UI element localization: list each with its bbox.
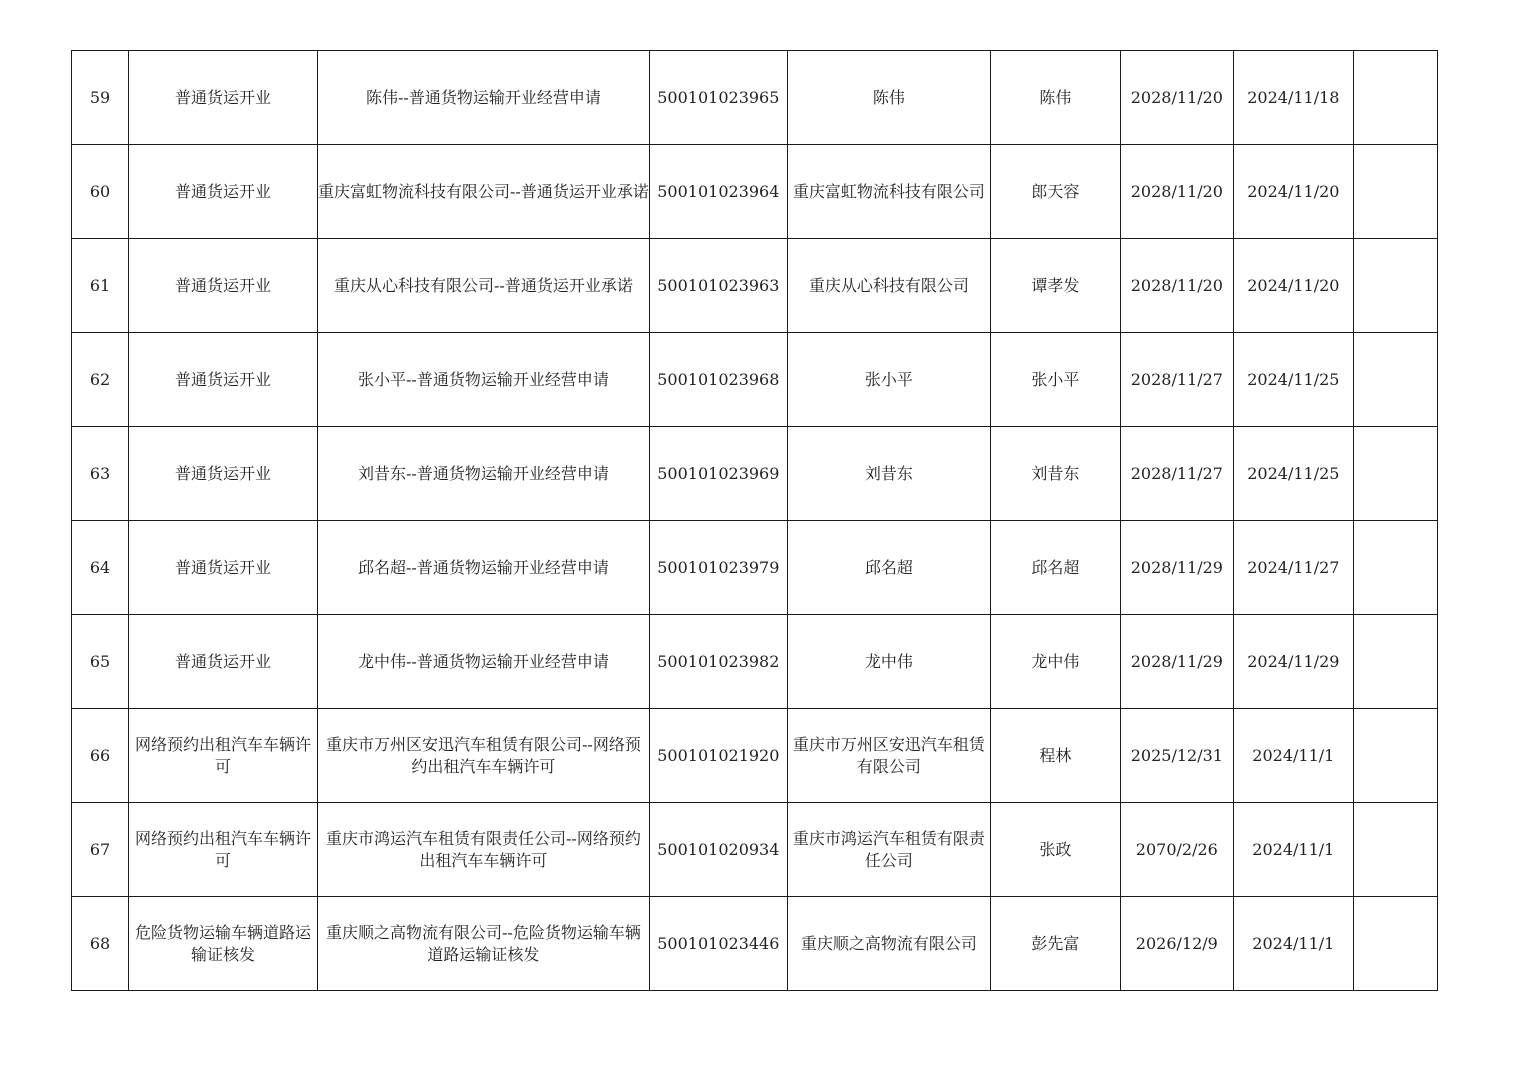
- decision-date-cell-text: 2024/11/20: [1247, 181, 1340, 201]
- person-cell-text: 郎天容: [1031, 181, 1080, 201]
- code-cell-text: 500101021920: [657, 745, 780, 765]
- person-cell: [990, 427, 1120, 521]
- note-cell: [1353, 239, 1437, 333]
- table-row: [72, 803, 1438, 897]
- category-cell: [129, 239, 318, 333]
- applicant-cell: [787, 51, 990, 145]
- applicant-cell: [787, 333, 990, 427]
- category-cell: [129, 51, 318, 145]
- item-name-cell: [318, 333, 650, 427]
- item-name-cell-text: 刘昔东--普通货物运输开业经营申请: [358, 463, 609, 483]
- expiry-date-cell: [1120, 427, 1233, 521]
- category-cell: [129, 521, 318, 615]
- category-cell: [129, 615, 318, 709]
- item-name-cell-text: 重庆顺之高物流有限公司--危险货物运输车辆道路运输证核发: [326, 922, 641, 964]
- applicant-cell-text: 重庆富虹物流科技有限公司: [792, 181, 985, 201]
- expiry-date-cell-text: 2028/11/29: [1130, 651, 1223, 671]
- decision-date-cell: [1233, 239, 1353, 333]
- item-name-cell-text: 龙中伟--普通货物运输开业经营申请: [358, 651, 609, 671]
- item-name-cell: [318, 145, 650, 239]
- expiry-date-cell-text: 2028/11/20: [1130, 275, 1223, 295]
- decision-date-cell: [1233, 51, 1353, 145]
- code-cell: [649, 709, 787, 803]
- item-name-cell: [318, 51, 650, 145]
- row-number-cell: [72, 333, 129, 427]
- person-cell-text: 程林: [1039, 745, 1072, 765]
- expiry-date-cell-text: 2028/11/29: [1130, 557, 1223, 577]
- code-cell: [649, 427, 787, 521]
- decision-date-cell: [1233, 521, 1353, 615]
- item-name-cell-text: 重庆市鸿运汽车租赁有限责任公司--网络预约出租汽车车辆许可: [326, 828, 641, 870]
- row-number-cell-text: 60: [89, 181, 111, 201]
- item-name-cell: [318, 521, 650, 615]
- note-cell: [1353, 521, 1437, 615]
- code-cell-text: 500101023963: [657, 275, 780, 295]
- expiry-date-cell: [1120, 239, 1233, 333]
- table-row: [72, 145, 1438, 239]
- category-cell-text: 网络预约出租汽车车辆许可: [134, 828, 311, 870]
- table-row: [72, 333, 1438, 427]
- table-row: [72, 239, 1438, 333]
- applicant-cell: [787, 709, 990, 803]
- code-cell: [649, 521, 787, 615]
- note-cell: [1353, 897, 1437, 991]
- decision-date-cell-text: 2024/11/1: [1252, 839, 1335, 859]
- applicant-cell-text: 陈伟: [872, 87, 905, 107]
- expiry-date-cell: [1120, 897, 1233, 991]
- expiry-date-cell-text: 2028/11/20: [1130, 181, 1223, 201]
- applicant-cell-text: 刘昔东: [864, 463, 913, 483]
- person-cell-text: 邱名超: [1031, 557, 1080, 577]
- category-cell-text: 普通货运开业: [174, 275, 271, 295]
- decision-date-cell: [1233, 427, 1353, 521]
- table-row: [72, 709, 1438, 803]
- applicant-cell: [787, 897, 990, 991]
- code-cell: [649, 145, 787, 239]
- decision-date-cell: [1233, 897, 1353, 991]
- table-row: [72, 615, 1438, 709]
- person-cell-text: 龙中伟: [1031, 651, 1080, 671]
- item-name-cell: [318, 427, 650, 521]
- decision-date-cell-text: 2024/11/18: [1247, 87, 1340, 107]
- row-number-cell: [72, 427, 129, 521]
- row-number-cell-text: 67: [89, 839, 111, 859]
- expiry-date-cell: [1120, 51, 1233, 145]
- item-name-cell: [318, 239, 650, 333]
- decision-date-cell-text: 2024/11/25: [1247, 369, 1340, 389]
- applicant-cell-text: 张小平: [864, 369, 913, 389]
- row-number-cell: [72, 239, 129, 333]
- code-cell: [649, 239, 787, 333]
- row-number-cell: [72, 521, 129, 615]
- person-cell-text: 刘昔东: [1031, 463, 1080, 483]
- code-cell: [649, 333, 787, 427]
- item-name-cell-text: 重庆从心科技有限公司--普通货运开业承诺: [334, 275, 633, 295]
- expiry-date-cell-text: 2025/12/31: [1130, 745, 1223, 765]
- table-row: [72, 51, 1438, 145]
- category-cell: [129, 145, 318, 239]
- person-cell: [990, 333, 1120, 427]
- applicant-cell: [787, 615, 990, 709]
- code-cell-text: 500101023964: [657, 181, 780, 201]
- item-name-cell: [318, 615, 650, 709]
- row-number-cell-text: 66: [89, 745, 111, 765]
- code-cell-text: 500101023968: [657, 369, 780, 389]
- applicant-cell-text: 龙中伟: [864, 651, 913, 671]
- expiry-date-cell-text: 2028/11/20: [1130, 87, 1223, 107]
- person-cell-text: 谭孝发: [1031, 275, 1080, 295]
- category-cell-text: 普通货运开业: [174, 651, 271, 671]
- item-name-cell: [318, 709, 650, 803]
- note-cell: [1353, 333, 1437, 427]
- note-cell: [1353, 615, 1437, 709]
- person-cell: [990, 521, 1120, 615]
- records-table: [71, 50, 1438, 991]
- code-cell-text: 500101023979: [657, 557, 780, 577]
- code-cell: [649, 897, 787, 991]
- table-row: [72, 521, 1438, 615]
- expiry-date-cell-text: 2070/2/26: [1135, 839, 1218, 859]
- row-number-cell-text: 62: [89, 369, 111, 389]
- row-number-cell: [72, 51, 129, 145]
- code-cell-text: 500101023446: [657, 933, 780, 953]
- item-name-cell-text: 陈伟--普通货物运输开业经营申请: [366, 87, 601, 107]
- row-number-cell: [72, 145, 129, 239]
- applicant-cell-text: 重庆从心科技有限公司: [808, 275, 969, 295]
- code-cell-text: 500101023969: [657, 463, 780, 483]
- category-cell: [129, 803, 318, 897]
- expiry-date-cell-text: 2028/11/27: [1130, 369, 1223, 389]
- code-cell: [649, 615, 787, 709]
- code-cell: [649, 51, 787, 145]
- decision-date-cell-text: 2024/11/25: [1247, 463, 1340, 483]
- item-name-cell-text: 重庆市万州区安迅汽车租赁有限公司--网络预约出租汽车车辆许可: [326, 734, 641, 776]
- item-name-cell: [318, 897, 650, 991]
- row-number-cell-text: 59: [89, 87, 111, 107]
- applicant-cell-text: 重庆顺之高物流有限公司: [800, 933, 977, 953]
- row-number-cell-text: 68: [89, 933, 111, 953]
- row-number-cell: [72, 897, 129, 991]
- applicant-cell: [787, 803, 990, 897]
- decision-date-cell-text: 2024/11/1: [1252, 933, 1335, 953]
- code-cell-text: 500101020934: [657, 839, 780, 859]
- expiry-date-cell: [1120, 615, 1233, 709]
- decision-date-cell: [1233, 803, 1353, 897]
- row-number-cell: [72, 615, 129, 709]
- category-cell-text: 网络预约出租汽车车辆许可: [134, 734, 311, 776]
- table-body: [72, 51, 1438, 991]
- decision-date-cell: [1233, 333, 1353, 427]
- decision-date-cell-text: 2024/11/20: [1247, 275, 1340, 295]
- item-name-cell-text: 重庆富虹物流科技有限公司--普通货运开业承诺: [318, 181, 649, 201]
- applicant-cell: [787, 145, 990, 239]
- row-number-cell-text: 64: [89, 557, 111, 577]
- decision-date-cell: [1233, 145, 1353, 239]
- applicant-cell: [787, 427, 990, 521]
- applicant-cell-text: 邱名超: [864, 557, 913, 577]
- category-cell: [129, 709, 318, 803]
- person-cell: [990, 709, 1120, 803]
- decision-date-cell-text: 2024/11/29: [1247, 651, 1340, 671]
- applicant-cell: [787, 239, 990, 333]
- person-cell: [990, 615, 1120, 709]
- note-cell: [1353, 145, 1437, 239]
- expiry-date-cell: [1120, 145, 1233, 239]
- row-number-cell: [72, 709, 129, 803]
- expiry-date-cell-text: 2026/12/9: [1135, 933, 1218, 953]
- item-name-cell-text: 邱名超--普通货物运输开业经营申请: [358, 557, 609, 577]
- note-cell: [1353, 427, 1437, 521]
- expiry-date-cell: [1120, 803, 1233, 897]
- note-cell: [1353, 709, 1437, 803]
- category-cell-text: 普通货运开业: [174, 463, 271, 483]
- table-row: [72, 427, 1438, 521]
- person-cell: [990, 51, 1120, 145]
- expiry-date-cell: [1120, 709, 1233, 803]
- person-cell-text: 张政: [1039, 839, 1072, 859]
- category-cell-text: 普通货运开业: [174, 87, 271, 107]
- person-cell-text: 张小平: [1031, 369, 1080, 389]
- category-cell-text: 普通货运开业: [174, 369, 271, 389]
- person-cell: [990, 239, 1120, 333]
- code-cell-text: 500101023982: [657, 651, 780, 671]
- person-cell-text: 陈伟: [1039, 87, 1072, 107]
- note-cell: [1353, 51, 1437, 145]
- expiry-date-cell: [1120, 333, 1233, 427]
- decision-date-cell: [1233, 709, 1353, 803]
- item-name-cell-text: 张小平--普通货物运输开业经营申请: [358, 369, 609, 389]
- applicant-cell-text: 重庆市万州区安迅汽车租赁有限公司: [792, 734, 985, 776]
- decision-date-cell-text: 2024/11/27: [1247, 557, 1340, 577]
- category-cell-text: 普通货运开业: [174, 557, 271, 577]
- item-name-cell: [318, 803, 650, 897]
- person-cell: [990, 145, 1120, 239]
- code-cell: [649, 803, 787, 897]
- row-number-cell-text: 63: [89, 463, 111, 483]
- note-cell: [1353, 803, 1437, 897]
- category-cell: [129, 427, 318, 521]
- category-cell: [129, 897, 318, 991]
- person-cell: [990, 803, 1120, 897]
- decision-date-cell-text: 2024/11/1: [1252, 745, 1335, 765]
- category-cell: [129, 333, 318, 427]
- row-number-cell: [72, 803, 129, 897]
- code-cell-text: 500101023965: [657, 87, 780, 107]
- person-cell: [990, 897, 1120, 991]
- applicant-cell-text: 重庆市鸿运汽车租赁有限责任公司: [792, 828, 985, 870]
- applicant-cell: [787, 521, 990, 615]
- table-row: [72, 897, 1438, 991]
- row-number-cell-text: 65: [89, 651, 111, 671]
- expiry-date-cell: [1120, 521, 1233, 615]
- row-number-cell-text: 61: [89, 275, 111, 295]
- expiry-date-cell-text: 2028/11/27: [1130, 463, 1223, 483]
- category-cell-text: 危险货物运输车辆道路运输证核发: [134, 922, 311, 964]
- category-cell-text: 普通货运开业: [174, 181, 271, 201]
- decision-date-cell: [1233, 615, 1353, 709]
- person-cell-text: 彭先富: [1031, 933, 1080, 953]
